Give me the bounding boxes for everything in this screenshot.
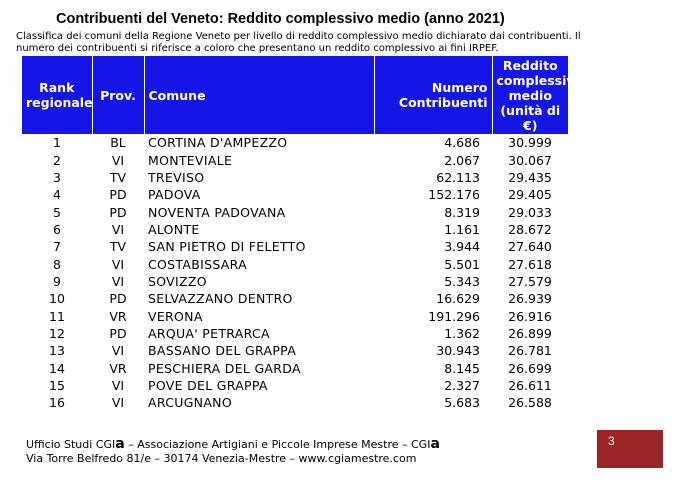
- cell-comune: COSTABISSARA: [148, 256, 247, 272]
- footer-text-a: Ufficio Studi CGI: [26, 438, 116, 451]
- cell-reddito: 30.067: [508, 152, 552, 168]
- cell-prov: VI: [111, 152, 125, 168]
- cell-comune: PADOVA: [148, 187, 201, 203]
- ranking-table: [22, 56, 584, 412]
- cell-prov: PD: [109, 325, 127, 341]
- cell-prov: VI: [111, 343, 125, 359]
- cell-prov: VR: [109, 308, 127, 324]
- cell-rank: 11: [49, 308, 65, 324]
- cell-comune: PESCHIERA DEL GARDA: [148, 360, 301, 376]
- cell-comune: POVE DEL GRAPPA: [148, 377, 268, 393]
- cell-rank: 4: [53, 187, 61, 203]
- cell-comune: TREVISO: [148, 169, 205, 185]
- cell-rank: 9: [53, 273, 61, 289]
- cell-prov: VI: [111, 395, 125, 411]
- cell-reddito: 30.999: [508, 135, 552, 151]
- cell-numero: 1.362: [444, 325, 480, 341]
- cell-rank: 14: [49, 360, 65, 376]
- cell-rank: 10: [49, 291, 65, 307]
- cell-rank: 6: [53, 221, 61, 237]
- table-header-row: [22, 56, 568, 134]
- cell-reddito: 29.435: [508, 169, 552, 185]
- cell-comune: SOVIZZO: [148, 273, 207, 289]
- cell-comune: MONTEVIALE: [148, 152, 233, 168]
- cell-numero: 30.943: [436, 343, 480, 359]
- table-row: [22, 273, 568, 290]
- cell-comune: ARCUGNANO: [148, 395, 232, 411]
- table-row: [22, 255, 568, 272]
- footer: [26, 437, 440, 466]
- cell-reddito: 27.640: [508, 239, 552, 255]
- header-prov: Prov.: [92, 56, 144, 134]
- cell-reddito: 28.672: [508, 221, 552, 237]
- table-row: [22, 290, 568, 307]
- table-row: [22, 342, 568, 359]
- cell-rank: 5: [53, 204, 61, 220]
- cell-rank: 7: [53, 239, 61, 255]
- cell-reddito: 26.588: [508, 395, 552, 411]
- cell-reddito: 26.939: [508, 291, 552, 307]
- cell-prov: TV: [109, 239, 127, 255]
- footer-brand-a-2: a: [430, 436, 440, 452]
- cell-numero: 4.686: [444, 135, 480, 151]
- cell-prov: VI: [111, 221, 125, 237]
- cell-comune: CORTINA D'AMPEZZO: [148, 135, 288, 151]
- cell-reddito: 26.899: [508, 325, 552, 341]
- cell-prov: BL: [110, 135, 126, 151]
- cell-comune: SAN PIETRO DI FELETTO: [148, 239, 306, 255]
- header-rank: Rank regionale: [22, 56, 92, 134]
- cell-comune: BASSANO DEL GRAPPA: [148, 343, 297, 359]
- cell-numero: 1.161: [444, 221, 480, 237]
- cell-rank: 16: [49, 395, 65, 411]
- table-row: [22, 238, 568, 255]
- cell-numero: 5.683: [444, 395, 480, 411]
- document-subtitle: Classifica dei comuni della Regione Veneto per livello di reddito complessivo medio dichiarato dai contribuenti. Il numero dei contribuenti si riferisce a coloro che presentano un reddito complessivo ai fini IRPEF.: [16, 31, 581, 54]
- cell-numero: 62.113: [436, 169, 480, 185]
- page-number: 3: [608, 434, 615, 448]
- cell-reddito: 27.618: [508, 256, 552, 272]
- cell-numero: 2.067: [444, 152, 480, 168]
- cell-prov: PD: [109, 204, 127, 220]
- table-row: [22, 221, 568, 238]
- document-title: Contribuenti del Veneto: Reddito complessivo medio (anno 2021): [56, 11, 505, 27]
- header-comune: Comune: [144, 56, 374, 134]
- cell-rank: 3: [53, 169, 61, 185]
- cell-numero: 3.944: [444, 239, 480, 255]
- cell-comune: SELVAZZANO DENTRO: [148, 291, 293, 307]
- table-row: [22, 203, 568, 220]
- cell-rank: 1: [53, 135, 61, 151]
- cell-numero: 16.629: [436, 291, 480, 307]
- table-row: [22, 359, 568, 376]
- page-number-box: [597, 430, 663, 468]
- cell-reddito: 29.033: [508, 204, 552, 220]
- footer-brand-a: a: [115, 436, 125, 452]
- cell-rank: 12: [49, 325, 65, 341]
- cell-prov: VR: [109, 360, 127, 376]
- footer-text-b: – Associazione Artigiani e Piccole Imprese Mestre – CGI: [124, 438, 431, 451]
- cell-comune: ALONTE: [148, 221, 200, 237]
- cell-rank: 15: [49, 377, 65, 393]
- cell-rank: 2: [53, 152, 61, 168]
- header-reddito-medio: Reddito complessivo medio (unità di €): [492, 56, 568, 134]
- table-row: [22, 394, 568, 411]
- cell-rank: 13: [49, 343, 65, 359]
- table-row: [22, 134, 568, 151]
- cell-comune: NOVENTA PADOVANA: [148, 204, 286, 220]
- cell-numero: 8.319: [444, 204, 480, 220]
- cell-reddito: 26.611: [508, 377, 552, 393]
- footer-line-2: Via Torre Belfredo 81/e – 30174 Venezia-Mestre – www.cgiamestre.com: [26, 452, 417, 465]
- cell-prov: VI: [111, 256, 125, 272]
- cell-reddito: 26.781: [508, 343, 552, 359]
- cell-prov: TV: [109, 169, 127, 185]
- cell-numero: 5.501: [444, 256, 480, 272]
- cell-numero: 5.343: [444, 273, 480, 289]
- table-row: [22, 325, 568, 342]
- cell-numero: 8.145: [444, 360, 480, 376]
- cell-numero: 2.327: [444, 377, 480, 393]
- cell-reddito: 29.405: [508, 187, 552, 203]
- table-row: [22, 169, 568, 186]
- cell-reddito: 26.699: [508, 360, 552, 376]
- cell-prov: VI: [111, 273, 125, 289]
- cell-prov: PD: [109, 187, 127, 203]
- header-numero-contribuenti: Numero Contribuenti: [374, 56, 492, 134]
- cell-numero: 191.296: [428, 308, 480, 324]
- table-row: [22, 307, 568, 324]
- cell-prov: PD: [109, 291, 127, 307]
- cell-numero: 152.176: [428, 187, 480, 203]
- footer-line-1: [26, 437, 440, 452]
- cell-comune: ARQUA' PETRARCA: [148, 325, 270, 341]
- cell-reddito: 27.579: [508, 273, 552, 289]
- cell-rank: 8: [53, 256, 61, 272]
- cell-prov: VI: [111, 377, 125, 393]
- table-row: [22, 377, 568, 394]
- table-row: [22, 151, 568, 168]
- cell-reddito: 26.916: [508, 308, 552, 324]
- table-row: [22, 186, 568, 203]
- cell-comune: VERONA: [148, 308, 203, 324]
